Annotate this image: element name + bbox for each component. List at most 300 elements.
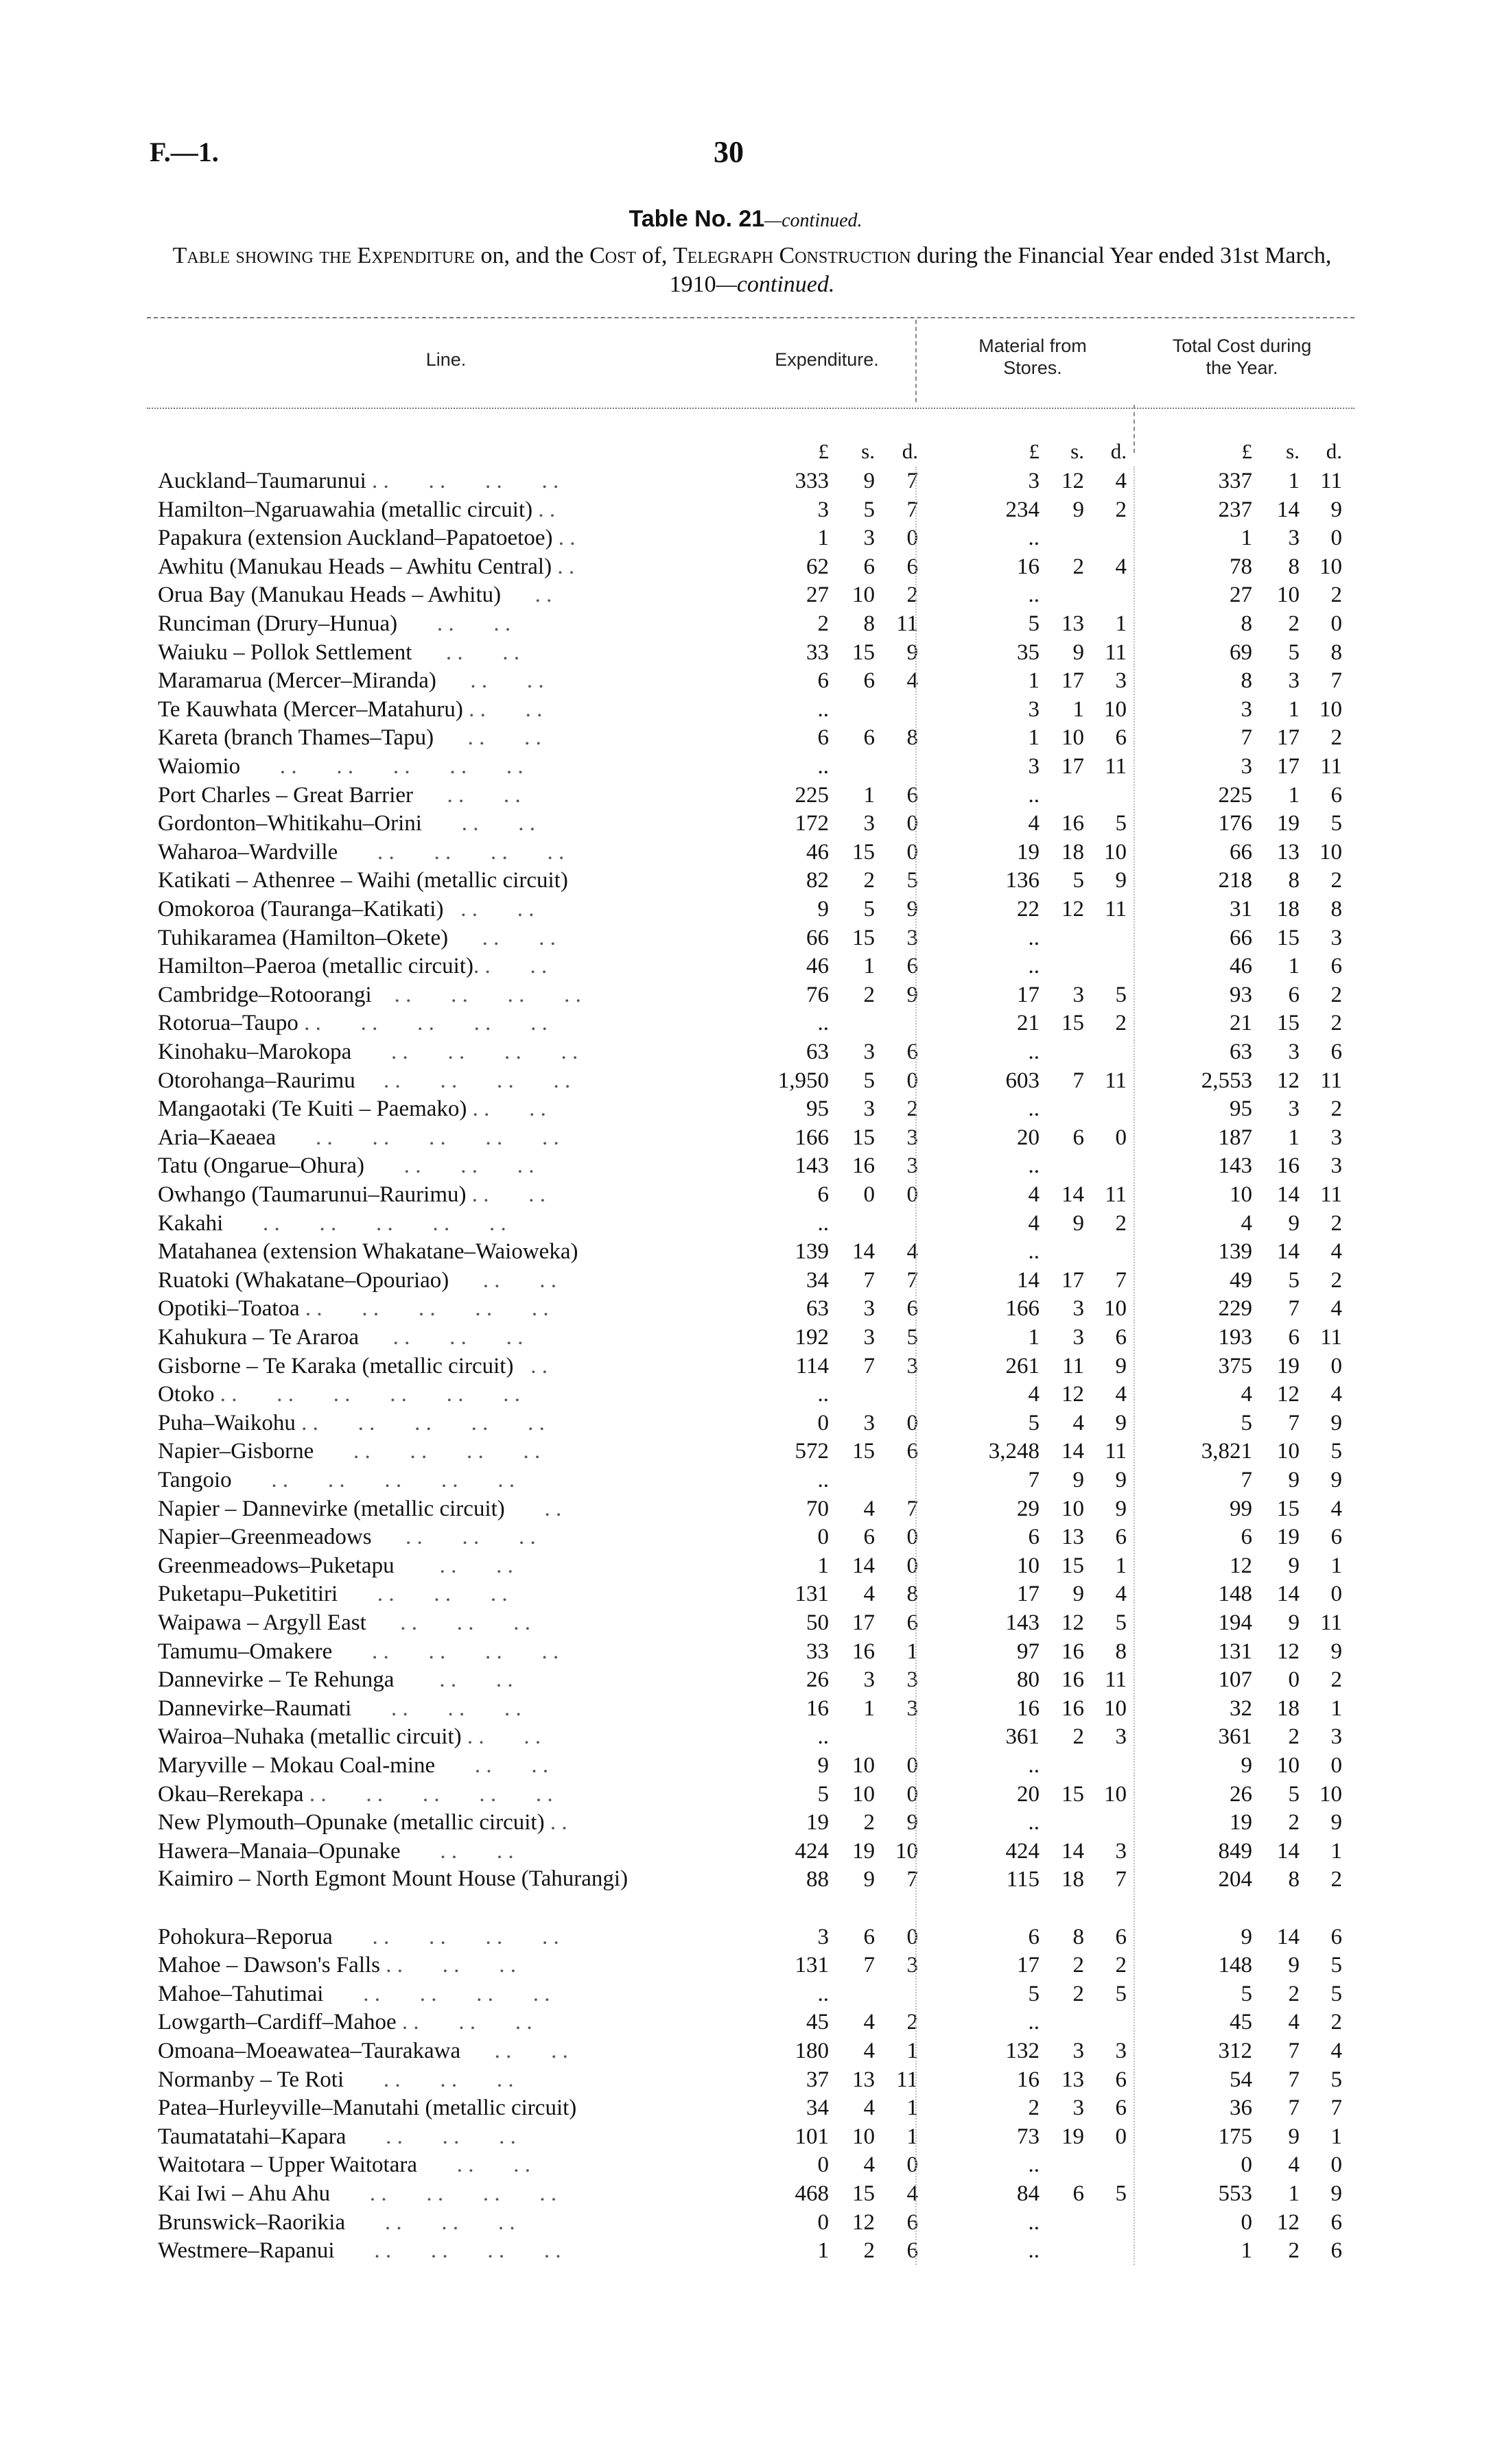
expenditure-pence: 6 [906, 2238, 918, 2264]
leader-dots: . . . . . . . . [323, 1981, 550, 2006]
expenditure-pence: 1 [906, 2039, 918, 2063]
line-name-text: Greenmeadows–Puketapu [158, 1553, 395, 1578]
total-shillings: 6 [1288, 982, 1300, 1007]
table-row [0, 924, 1491, 952]
line-name [158, 1980, 720, 2008]
total-pence: 2 [1330, 2010, 1342, 2035]
table-row [0, 1780, 1491, 1809]
total-pounds: 26 [1230, 1781, 1252, 1807]
expenditure-pounds: .. [817, 696, 829, 722]
total-pence: 2 [1330, 1867, 1342, 1892]
line-name-text: Maryville – Mokau Coal-mine [158, 1753, 436, 1778]
material-shillings: 3 [1072, 2096, 1084, 2121]
line-name-text: New Plymouth–Opunake (metallic circuit) [158, 1810, 545, 1835]
total-pounds: 93 [1230, 982, 1252, 1007]
expenditure-pounds: 50 [806, 1610, 829, 1635]
expenditure-pounds: 2 [817, 611, 829, 636]
expenditure-pounds: 424 [795, 1838, 829, 1864]
material-shillings: 16 [1061, 1639, 1084, 1664]
total-shillings: 5 [1288, 640, 1300, 665]
leader-dots: . . . . [448, 925, 556, 950]
total-shillings: 2 [1288, 1810, 1300, 1835]
total-pence: 6 [1330, 954, 1342, 979]
caption-part: —continued. [716, 272, 835, 297]
table-row [0, 781, 1491, 810]
leader-dots: . . . . . . . . [332, 1924, 559, 1949]
total-shillings: 7 [1288, 2067, 1300, 2092]
caption-part: Telegraph Construction [672, 243, 911, 268]
line-name [158, 1580, 720, 1608]
total-shillings: 4 [1288, 2010, 1300, 2035]
material-pence: 10 [1104, 1696, 1127, 1721]
line-name-text: Patea–Hurleyville–Manutahi (metallic circuit) [158, 2096, 577, 2121]
expenditure-pounds: 131 [795, 1953, 829, 1978]
material-shillings: 10 [1061, 1496, 1084, 1521]
total-pence: 10 [1319, 1781, 1342, 1807]
total-shillings: 14 [1277, 1582, 1300, 1607]
total-pence: 6 [1330, 2238, 1342, 2264]
line-name [158, 1094, 720, 1123]
material-pounds: 115 [1006, 1867, 1040, 1892]
total-pence: 2 [1330, 583, 1342, 608]
total-pence: 7 [1330, 668, 1342, 694]
column-header-material-line1: Material from [978, 336, 1087, 356]
expenditure-shillings: 16 [852, 1153, 875, 1179]
table-row [0, 2122, 1491, 2151]
expenditure-pounds: 5 [817, 1781, 829, 1807]
table-title-suffix: —continued. [764, 210, 862, 231]
material-pounds: 16 [1017, 2067, 1040, 2092]
caption-part: of, [636, 243, 673, 268]
line-name-text: Rotorua–Taupo [158, 1011, 298, 1036]
table-row [0, 1352, 1491, 1381]
expenditure-shillings: 3 [863, 1096, 875, 1122]
material-pounds: 16 [1017, 554, 1040, 579]
expenditure-pence: 0 [906, 1068, 918, 1093]
expenditure-pounds: 0 [817, 2209, 829, 2235]
column-divider [915, 467, 917, 2265]
expenditure-shillings: 6 [863, 554, 875, 579]
line-name [158, 1123, 720, 1152]
material-pence: 6 [1115, 1924, 1127, 1949]
total-pounds: 8 [1241, 668, 1252, 694]
material-pence: 3 [1115, 1724, 1127, 1750]
line-name [158, 1009, 720, 1037]
expenditure-shillings: 5 [863, 897, 875, 922]
table-row [0, 2236, 1491, 2265]
expenditure-pounds: 26 [806, 1667, 829, 1693]
table-row [0, 1123, 1491, 1152]
expenditure-shillings: 1 [863, 782, 875, 808]
expenditure-shillings: 3 [863, 1325, 875, 1350]
material-shillings: 6 [1072, 1125, 1084, 1150]
header-top-rule [147, 317, 1354, 318]
total-pence: 3 [1330, 1724, 1342, 1750]
material-shillings: 9 [1072, 640, 1084, 665]
table-row [0, 1580, 1491, 1608]
total-shillings: 10 [1277, 1439, 1300, 1464]
table-row [0, 866, 1491, 895]
line-name-text: Napier–Greenmeadows [158, 1525, 372, 1550]
line-name-text: Tatu (Ongarue–Ohura) [158, 1153, 364, 1179]
total-pounds: 32 [1230, 1696, 1252, 1721]
line-name [158, 752, 720, 781]
leader-dots: . . . . [449, 1267, 557, 1293]
material-pence: 3 [1115, 2039, 1127, 2063]
line-name [158, 2150, 720, 2179]
expenditure-pence: 0 [906, 839, 918, 865]
total-pence: 11 [1320, 469, 1342, 493]
line-name [158, 1865, 707, 1892]
column-divider [1134, 467, 1135, 2265]
expenditure-shillings: 6 [863, 1924, 875, 1949]
expenditure-shillings: 4 [863, 2096, 875, 2121]
line-name [158, 666, 720, 695]
line-name-text: Waiomio [158, 754, 241, 779]
unit-shillings: s. [1286, 439, 1300, 463]
total-shillings: 14 [1277, 497, 1300, 522]
material-shillings: 12 [1061, 1610, 1084, 1635]
material-pence: 11 [1105, 1667, 1127, 1693]
total-shillings: 9 [1288, 1953, 1300, 1978]
total-pounds: 46 [1230, 954, 1252, 979]
line-name [158, 866, 720, 895]
expenditure-pence: 5 [906, 868, 918, 893]
total-shillings: 5 [1288, 1781, 1300, 1807]
material-pence: 10 [1104, 1296, 1127, 1322]
total-shillings: 9 [1288, 1210, 1300, 1236]
expenditure-pounds: 572 [795, 1439, 829, 1464]
material-pounds: 3,248 [988, 1439, 1040, 1464]
material-pence: 10 [1104, 839, 1127, 865]
table-row [0, 695, 1491, 724]
leader-dots: . . . . . . . . [355, 1068, 571, 1093]
material-shillings: 14 [1061, 1182, 1084, 1207]
line-name-text: Dannevirke – Te Rehunga [158, 1667, 395, 1693]
material-pounds: 20 [1017, 1125, 1040, 1150]
material-pounds: 4 [1028, 1182, 1040, 1207]
total-pounds: 7 [1241, 1468, 1252, 1492]
material-pence: 3 [1115, 1838, 1127, 1864]
material-shillings: 17 [1061, 1267, 1084, 1293]
expenditure-pounds: 34 [806, 2096, 829, 2121]
material-pence: 7 [1115, 1267, 1127, 1293]
line-name-text: Pohokura–Reporua [158, 1924, 333, 1949]
line-name-text: Awhitu (Manukau Heads – Awhitu Central) [158, 554, 552, 579]
leader-dots: . . . . [394, 1667, 513, 1693]
total-pounds: 3 [1241, 754, 1252, 779]
expenditure-shillings: 3 [863, 1040, 875, 1064]
material-pence: 11 [1105, 640, 1127, 665]
total-shillings: 7 [1288, 1296, 1300, 1322]
line-name-text: Papakura (extension Auckland–Papatoetoe) [158, 526, 553, 551]
total-pounds: 193 [1218, 1325, 1252, 1350]
total-pence: 2 [1330, 1210, 1342, 1236]
expenditure-pence: 7 [906, 497, 918, 522]
expenditure-pounds: 33 [806, 640, 829, 665]
total-pounds: 19 [1230, 1810, 1252, 1835]
table-row [0, 1437, 1491, 1466]
line-name-text: Ruatoki (Whakatane–Opouriao) [158, 1267, 449, 1293]
expenditure-shillings: 9 [863, 469, 875, 493]
total-pence: 4 [1330, 1239, 1342, 1265]
line-name [158, 781, 720, 810]
table-row [0, 1009, 1491, 1037]
leader-dots: . . . . [460, 2039, 568, 2063]
line-name [158, 1066, 720, 1095]
expenditure-pence: 9 [906, 1810, 918, 1835]
line-name-text: Tuhikaramea (Hamilton–Okete) [158, 925, 449, 950]
total-shillings: 14 [1277, 1239, 1300, 1265]
line-name [158, 1923, 720, 1951]
material-pence: 2 [1115, 497, 1127, 522]
total-pounds: 99 [1230, 1496, 1252, 1521]
expenditure-pence: 4 [906, 2181, 918, 2206]
expenditure-shillings: 2 [863, 868, 875, 893]
material-shillings: 19 [1061, 2124, 1084, 2149]
leader-dots: . . . . [461, 1724, 541, 1750]
line-name [158, 2122, 720, 2151]
leader-dots: . . . . . . [351, 1696, 521, 1721]
total-shillings: 15 [1277, 925, 1300, 950]
total-pence: 10 [1319, 554, 1342, 579]
table-row [0, 1494, 1491, 1523]
material-pence: 2 [1115, 1953, 1127, 1978]
column-header-expenditure: Expenditure. [775, 349, 879, 370]
total-pence: 2 [1330, 1096, 1342, 1122]
expenditure-shillings: 5 [863, 1068, 875, 1093]
line-name-text: Okau–Rerekapa [158, 1781, 304, 1807]
line-name [158, 2236, 720, 2265]
expenditure-shillings: 2 [863, 982, 875, 1007]
expenditure-shillings: 2 [863, 1810, 875, 1835]
material-shillings: 12 [1061, 469, 1084, 493]
expenditure-pence: 6 [906, 1439, 918, 1464]
total-pounds: 6 [1241, 1525, 1252, 1550]
expenditure-pence: 6 [906, 782, 918, 808]
material-pence: 4 [1115, 1582, 1127, 1607]
unit-pounds: £ [818, 439, 829, 463]
expenditure-pence: 11 [896, 2067, 918, 2092]
expenditure-pence: 6 [906, 2209, 918, 2235]
total-pounds: 4 [1241, 1210, 1252, 1236]
total-shillings: 8 [1288, 868, 1300, 893]
table-row [0, 1608, 1491, 1637]
total-pence: 2 [1330, 725, 1342, 751]
line-name-text: Kakahi [158, 1210, 224, 1236]
expenditure-pounds: 62 [806, 554, 829, 579]
total-pence: 10 [1319, 839, 1342, 865]
line-name-text: Lowgarth–Cardiff–Mahoe [158, 2010, 397, 2035]
total-pence: 1 [1330, 1553, 1342, 1578]
line-name-text: Kareta (branch Thames–Tapu) [158, 725, 434, 751]
total-pence: 0 [1330, 1753, 1342, 1778]
total-pence: 9 [1330, 1639, 1342, 1664]
total-pence: 8 [1330, 897, 1342, 922]
expenditure-shillings: 15 [852, 640, 875, 665]
expenditure-pounds: 3 [817, 497, 829, 522]
expenditure-pence: 9 [906, 982, 918, 1007]
leader-dots: . . . . [466, 1182, 545, 1207]
table-row [0, 1551, 1491, 1580]
total-pounds: 9 [1241, 1924, 1252, 1949]
expenditure-shillings: 4 [863, 2010, 875, 2035]
leader-dots: . . . . [443, 897, 535, 922]
expenditure-pounds: 6 [817, 725, 829, 751]
expenditure-pounds: 70 [806, 1496, 829, 1521]
leader-dots: . . . . . . . . [334, 2238, 561, 2264]
expenditure-shillings: 3 [863, 811, 875, 836]
total-pence: 9 [1330, 1410, 1342, 1435]
table-row [0, 838, 1491, 867]
material-pounds: 3 [1028, 469, 1040, 493]
expenditure-pence: 0 [906, 526, 918, 551]
column-header-material [933, 335, 1132, 379]
leader-dots: . . . . . . . . [330, 2181, 557, 2206]
leader-dots: . . . . . . . . [351, 1040, 578, 1064]
total-pence: 9 [1330, 2181, 1342, 2206]
leader-dots: . . . . . . . . [366, 469, 559, 493]
material-pence: 5 [1115, 2181, 1127, 2206]
expenditure-pounds: 139 [795, 1239, 829, 1265]
material-shillings: 16 [1061, 811, 1084, 836]
total-pounds: 312 [1218, 2039, 1252, 2063]
line-name-text: Auckland–Taumarunui [158, 469, 366, 493]
leader-dots: . . . . [467, 1096, 546, 1122]
total-pounds: 69 [1230, 640, 1252, 665]
expenditure-pounds: 6 [817, 668, 829, 694]
material-pence: 6 [1115, 2067, 1127, 2092]
unit-shillings: s. [861, 439, 875, 463]
total-pence: 2 [1330, 1667, 1342, 1693]
expenditure-pence: 11 [896, 611, 918, 636]
expenditure-pounds: 9 [817, 1753, 829, 1778]
total-shillings: 1 [1288, 782, 1300, 808]
line-name [158, 2008, 720, 2037]
table-row [0, 723, 1491, 752]
expenditure-pence: 0 [906, 1781, 918, 1807]
table-row [0, 1722, 1491, 1751]
total-pounds: 9 [1241, 1753, 1252, 1778]
expenditure-pence: 8 [906, 1582, 918, 1607]
table-row [0, 1837, 1491, 1866]
total-shillings: 9 [1288, 2124, 1300, 2149]
material-pounds: .. [1028, 1096, 1040, 1122]
unit-pence: d. [1110, 439, 1127, 463]
total-shillings: 18 [1277, 1696, 1300, 1721]
table-row [0, 1323, 1491, 1352]
unit-pence: d. [1326, 439, 1342, 463]
total-shillings: 8 [1288, 1867, 1300, 1892]
table-row [0, 1066, 1491, 1095]
header-bottom-rule [147, 408, 1354, 409]
expenditure-pence: 0 [906, 1924, 918, 1949]
table-row [0, 1180, 1491, 1209]
line-name [158, 609, 720, 638]
line-name [158, 1694, 720, 1723]
total-pounds: 2,553 [1201, 1068, 1252, 1093]
line-name-text: Mahoe – Dawson's Falls [158, 1953, 381, 1978]
table-row [0, 1637, 1491, 1666]
table-row [0, 1865, 1491, 1894]
material-shillings: 17 [1061, 754, 1084, 779]
total-pence: 6 [1330, 1525, 1342, 1550]
total-pounds: 10 [1230, 1182, 1252, 1207]
expenditure-pounds: 66 [806, 925, 829, 950]
expenditure-shillings: 10 [852, 1781, 875, 1807]
material-pounds: 136 [1005, 868, 1040, 893]
line-name-text: Tamumu–Omakere [158, 1639, 333, 1664]
total-shillings: 9 [1288, 1553, 1300, 1578]
line-name [158, 1494, 720, 1523]
table-row [0, 666, 1491, 695]
expenditure-shillings: 15 [852, 925, 875, 950]
leader-dots: . . . . . . [371, 1525, 536, 1550]
leader-dots: . . . . . . . . . . [303, 1781, 553, 1807]
total-shillings: 2 [1288, 1981, 1300, 2006]
table-row [0, 2037, 1491, 2065]
expenditure-pence: 0 [906, 1753, 918, 1778]
total-pounds: 49 [1230, 1267, 1252, 1293]
expenditure-pounds: 225 [795, 782, 829, 808]
expenditure-pounds: 192 [795, 1325, 829, 1350]
table-row [0, 524, 1491, 552]
material-pounds: 17 [1017, 982, 1040, 1007]
expenditure-pounds: 19 [806, 1810, 829, 1835]
leader-dots: . . . . . . [359, 1325, 524, 1350]
expenditure-pounds: 143 [795, 1153, 829, 1179]
material-pence: 1 [1115, 611, 1127, 636]
expenditure-pence: 2 [906, 1096, 918, 1122]
line-name-text: Puketapu–Puketitiri [158, 1582, 338, 1607]
expenditure-pounds: 27 [806, 583, 829, 608]
line-name-text: Aria–Kaeaea [158, 1125, 277, 1150]
line-name-text: Waharoa–Wardville [158, 839, 338, 865]
material-shillings: 7 [1072, 1068, 1084, 1093]
leader-dots: . . . . . . . . . . [276, 1125, 559, 1150]
total-pounds: 553 [1218, 2181, 1252, 2206]
unit-pounds: £ [1029, 439, 1040, 463]
expenditure-pounds: 114 [795, 1353, 829, 1378]
expenditure-pence: 1 [906, 2124, 918, 2149]
material-pence: 11 [1105, 1439, 1127, 1464]
total-pounds: 78 [1230, 554, 1252, 579]
expenditure-pounds: 0 [817, 2152, 829, 2178]
line-name [158, 1437, 720, 1466]
table-row [0, 2008, 1491, 2037]
total-pence: 2 [1330, 982, 1342, 1007]
total-pounds: 8 [1241, 611, 1252, 636]
material-pounds: 73 [1017, 2124, 1040, 2149]
total-pence: 6 [1330, 1924, 1342, 1949]
line-name-text: Kahukura – Te Araroa [158, 1325, 360, 1350]
material-pounds: 143 [1005, 1610, 1040, 1635]
total-pence: 5 [1330, 1981, 1342, 2006]
expenditure-pence: 3 [906, 1153, 918, 1179]
expenditure-pounds: 16 [806, 1696, 829, 1721]
material-pounds: .. [1028, 1239, 1040, 1265]
material-pounds: 20 [1017, 1781, 1040, 1807]
total-shillings: 1 [1288, 1125, 1300, 1150]
line-name-text: Dannevirke–Raumati [158, 1696, 352, 1721]
total-pounds: 148 [1218, 1582, 1252, 1607]
table-row [0, 1237, 1491, 1266]
total-pounds: 337 [1218, 469, 1252, 493]
line-name-text: Te Kauwhata (Mercer–Matahuru) [158, 696, 463, 722]
expenditure-pounds: 95 [806, 1096, 829, 1122]
material-pence: 11 [1105, 1068, 1127, 1093]
total-shillings: 3 [1288, 526, 1300, 551]
